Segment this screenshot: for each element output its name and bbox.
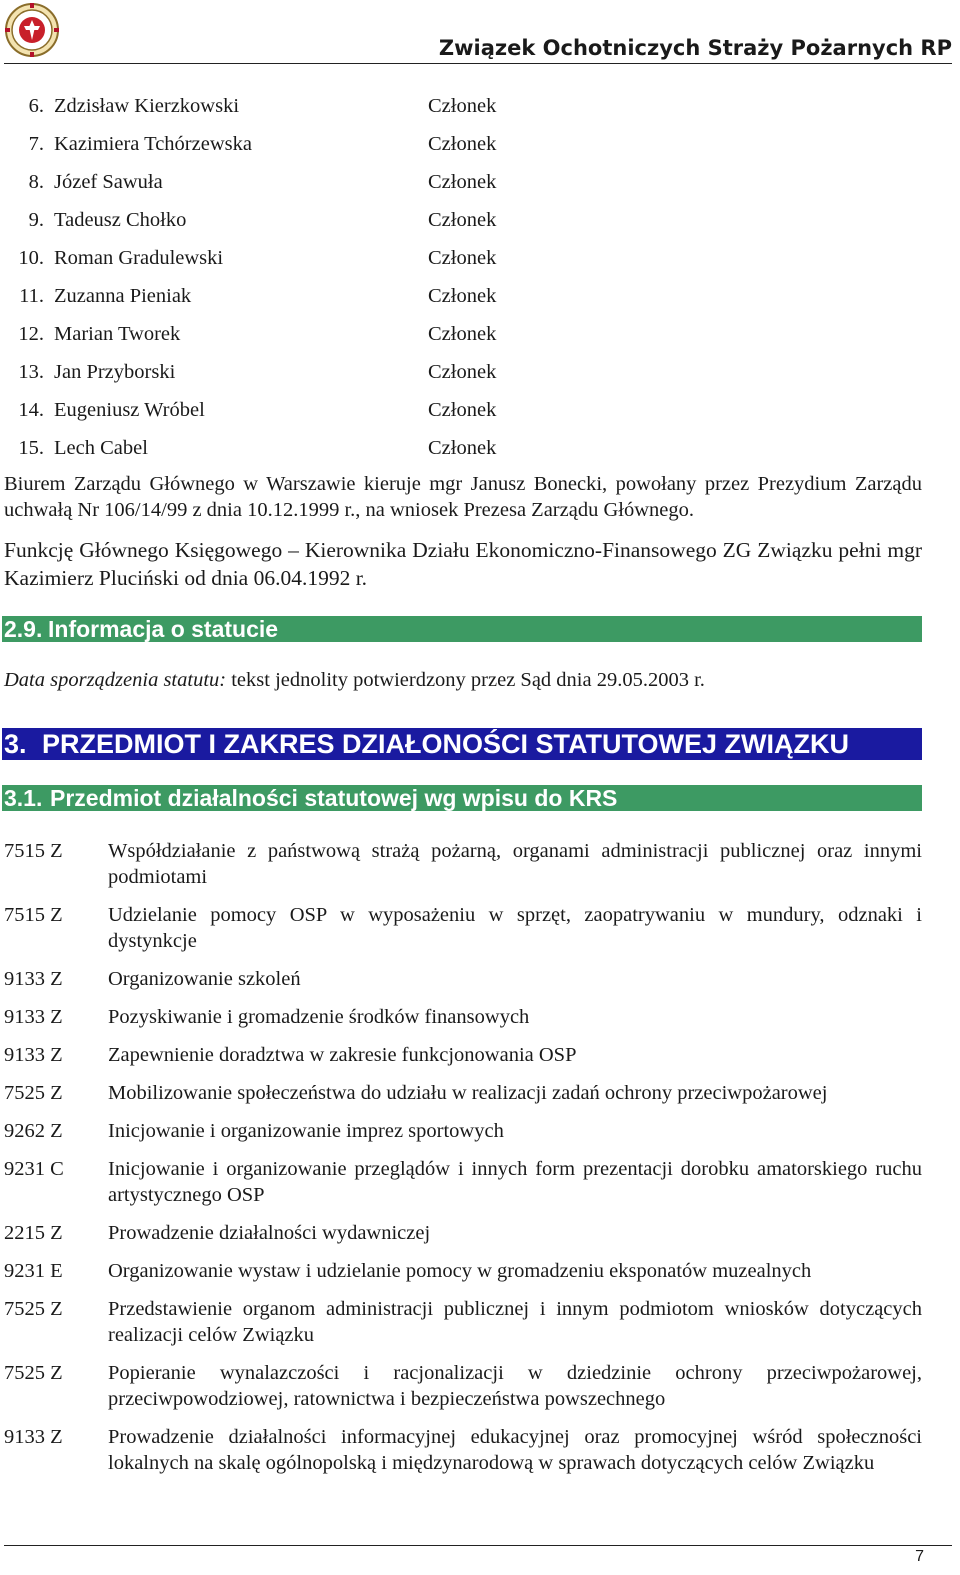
activity-description: Udzielanie pomocy OSP w wyposażeniu w sprzęt, zaopatrywaniu w mundury, odznaki i dystynkcje — [108, 904, 922, 952]
member-role: Członek — [428, 399, 497, 421]
pkd-code: 2215 Z — [4, 1222, 63, 1244]
member-name: Lech Cabel — [54, 437, 148, 459]
activity-row — [4, 1258, 922, 1284]
board-members-list — [4, 92, 604, 472]
section-heading-2-9 — [2, 616, 922, 642]
section-heading-3-1 — [2, 785, 922, 811]
activity-row — [4, 838, 922, 890]
member-role: Członek — [428, 247, 497, 269]
member-number: 11. — [19, 285, 44, 307]
member-number: 7. — [28, 133, 44, 155]
statute-label: Data sporządzenia statutu: — [4, 669, 227, 691]
activity-description: Inicjowanie i organizowanie imprez sportowych — [108, 1120, 504, 1142]
header-divider — [4, 63, 952, 64]
member-row — [4, 320, 604, 358]
section-number: 2.9. — [4, 616, 43, 642]
activity-description: Współdziałanie z państwową strażą pożarną, organami administracji publicznej oraz innymi podmiotami — [108, 840, 922, 888]
member-number: 8. — [28, 171, 44, 193]
member-row — [4, 358, 604, 396]
activity-row — [4, 966, 922, 992]
activity-row — [4, 1220, 922, 1246]
activity-row — [4, 1080, 922, 1106]
activity-description: Popieranie wynalazczości i racjonalizacji w dziedzinie ochrony przeciwpożarowej, przeciwpowodziowej, ratownictwa i bezpieczeństwa powszechnego — [108, 1362, 922, 1410]
member-row — [4, 244, 604, 282]
member-role: Członek — [428, 209, 497, 231]
member-role: Członek — [428, 437, 497, 459]
activity-row — [4, 1004, 922, 1030]
chief-accountant-paragraph: Funkcję Głównego Księgowego – Kierownika Działu Ekonomiczno-Finansowego ZG Związku pełni mgr Kazimierz Pluciński od dnia 06.04.1992 r. — [4, 538, 922, 590]
member-role: Członek — [428, 285, 497, 307]
activity-description: Pozyskiwanie i gromadzenie środków finansowych — [108, 1006, 530, 1028]
member-role: Członek — [428, 95, 497, 117]
member-name: Roman Gradulewski — [54, 247, 224, 269]
bureau-paragraph: Biurem Zarządu Głównego w Warszawie kieruje mgr Janusz Bonecki, powołany przez Prezydium Zarządu uchwałą Nr 106/14/99 z dnia 10.12.1999 r., na wniosek Prezesa Zarządu Głównego. — [4, 473, 922, 521]
activity-row — [4, 1424, 922, 1476]
member-row — [4, 434, 604, 472]
member-name: Tadeusz Chołko — [54, 209, 187, 231]
pkd-code: 7525 Z — [4, 1362, 63, 1384]
activity-description: Inicjowanie i organizowanie przeglądów i innych form prezentacji dorobku amatorskiego ruchu artystycznego OSP — [108, 1158, 922, 1206]
member-name: Marian Tworek — [54, 323, 181, 345]
activity-description: Prowadzenie działalności wydawniczej — [108, 1222, 431, 1244]
activity-description: Zapewnienie doradztwa w zakresie funkcjonowania OSP — [108, 1044, 577, 1066]
member-row — [4, 282, 604, 320]
footer-divider — [4, 1545, 952, 1546]
pkd-code: 9231 C — [4, 1158, 64, 1180]
member-number: 6. — [28, 95, 44, 117]
page-number: 7 — [915, 1548, 924, 1565]
activity-row — [4, 1296, 922, 1348]
pkd-code: 7515 Z — [4, 840, 63, 862]
activity-description: Mobilizowanie społeczeństwa do udziału w realizacji zadań ochrony przeciwpożarowej — [108, 1082, 828, 1104]
member-number: 10. — [18, 247, 44, 269]
member-number: 12. — [18, 323, 44, 345]
chapter-title: PRZEDMIOT I ZAKRES DZIAŁONOŚCI STATUTOWEJ ZWIĄZKU — [42, 729, 849, 759]
member-number: 13. — [18, 361, 44, 383]
activity-description: Organizowanie szkoleń — [108, 968, 301, 990]
section-title: Przedmiot działalności statutowej wg wpisu do KRS — [50, 785, 618, 811]
statute-text: tekst jednolity potwierdzony przez Sąd dnia 29.05.2003 r. — [226, 669, 705, 691]
page-header — [0, 0, 960, 66]
member-number: 15. — [18, 437, 44, 459]
activity-description: Organizowanie wystaw i udzielanie pomocy w gromadzeniu eksponatów muzealnych — [108, 1260, 812, 1282]
pkd-code: 7515 Z — [4, 904, 63, 926]
activity-row — [4, 1156, 922, 1208]
member-row — [4, 168, 604, 206]
section-title: Informacja o statucie — [48, 616, 279, 642]
organization-name: Związek Ochotniczych Straży Pożarnych RP — [438, 36, 952, 60]
member-name: Eugeniusz Wróbel — [54, 399, 205, 421]
member-name: Kazimiera Tchórzewska — [54, 133, 252, 155]
member-role: Członek — [428, 323, 497, 345]
member-role: Członek — [428, 133, 497, 155]
pkd-code: 9262 Z — [4, 1120, 63, 1142]
fire-brigade-emblem-icon — [4, 2, 60, 58]
pkd-code: 7525 Z — [4, 1298, 63, 1320]
activities-list — [4, 838, 922, 1488]
member-row — [4, 206, 604, 244]
member-role: Członek — [428, 361, 497, 383]
pkd-code: 9133 Z — [4, 1426, 63, 1448]
activity-description: Prowadzenie działalności informacyjnej edukacyjnej oraz promocyjnej wśród społeczności lokalnych na skalę ogólnopolską i międzynarodową w sprawach dotyczących celów Związku — [108, 1426, 922, 1474]
activity-description: Przedstawienie organom administracji publicznej i innym podmiotom wniosków dotyczących realizacji celów Związku — [108, 1298, 922, 1346]
chapter-heading-3 — [2, 728, 922, 760]
pkd-code: 9133 Z — [4, 968, 63, 990]
pkd-code: 9133 Z — [4, 1006, 63, 1028]
pkd-code: 9231 E — [4, 1260, 63, 1282]
member-name: Jan Przyborski — [54, 361, 176, 383]
member-row — [4, 396, 604, 434]
member-row — [4, 130, 604, 168]
activity-row — [4, 1118, 922, 1144]
chapter-number: 3. — [4, 729, 27, 759]
activity-row — [4, 902, 922, 954]
member-role: Członek — [428, 171, 497, 193]
pkd-code: 7525 Z — [4, 1082, 63, 1104]
activity-row — [4, 1360, 922, 1412]
member-name: Józef Sawuła — [54, 171, 163, 193]
statute-info — [4, 666, 705, 694]
member-number: 9. — [28, 209, 44, 231]
member-row — [4, 92, 604, 130]
pkd-code: 9133 Z — [4, 1044, 63, 1066]
member-number: 14. — [18, 399, 44, 421]
section-number: 3.1. — [4, 785, 43, 811]
member-name: Zdzisław Kierzkowski — [54, 95, 240, 117]
member-name: Zuzanna Pieniak — [54, 285, 192, 307]
activity-row — [4, 1042, 922, 1068]
